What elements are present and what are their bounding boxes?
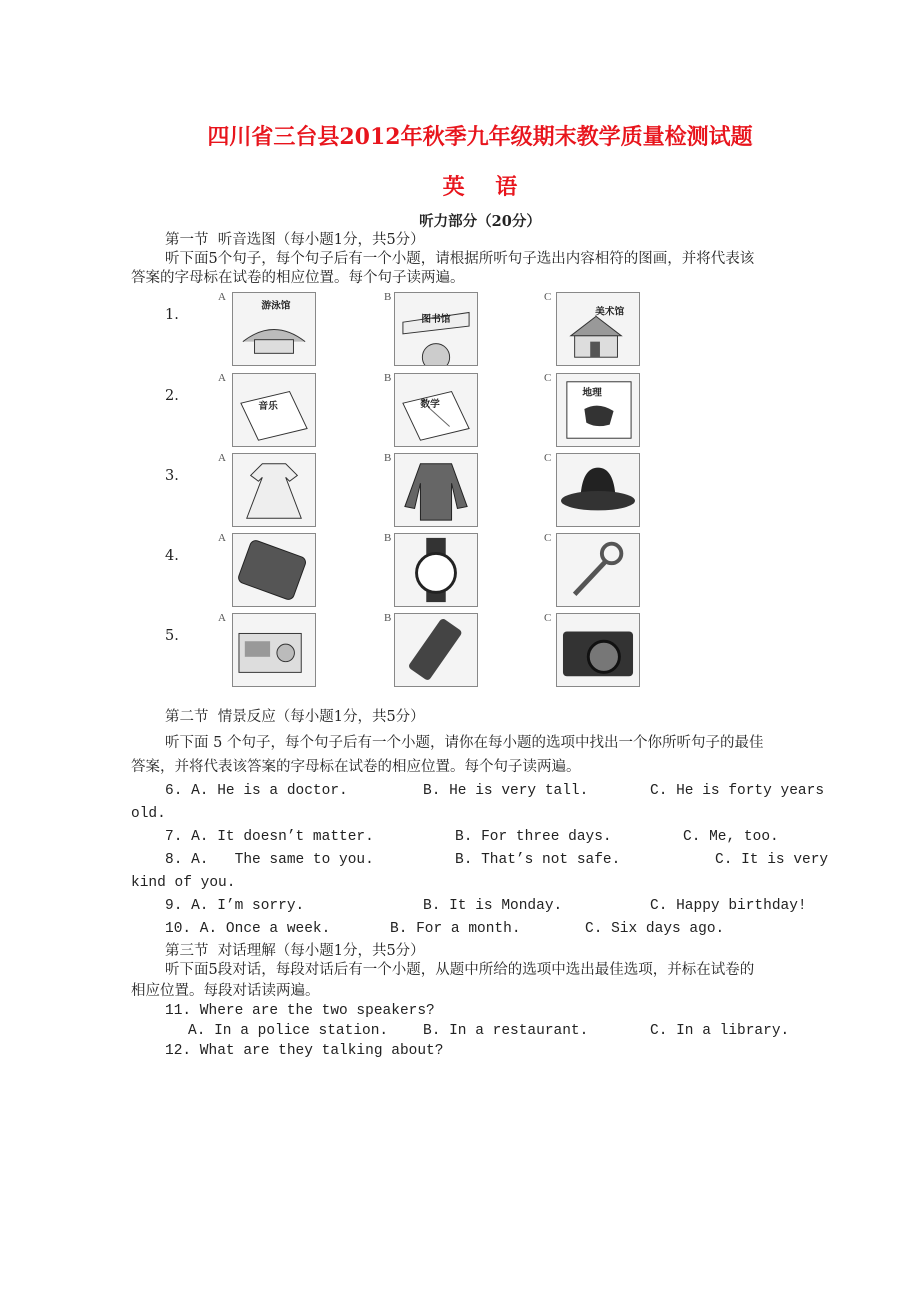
- picture-text: 美术馆: [595, 306, 625, 318]
- wallet-icon: [233, 534, 315, 606]
- subject-title: 英 语: [442, 174, 518, 200]
- q8-option-c: C. It is very: [715, 852, 829, 868]
- q10-option-a: 10. A. Once a week.: [165, 921, 331, 937]
- picture-option-art-gallery: [556, 292, 640, 366]
- q12-question: 12. What are they talking about?: [165, 1043, 444, 1059]
- q11-option-b: B. In a restaurant.: [423, 1023, 589, 1039]
- option-letter: B: [384, 452, 392, 464]
- picture-option-watch: [394, 533, 478, 607]
- picture-option-music-book: [232, 373, 316, 447]
- q8-option-b: B. That’s not safe.: [455, 852, 621, 868]
- q7-option-c: C. Me, too.: [683, 829, 779, 845]
- radio-icon: [233, 614, 315, 686]
- picture-option-radio: [232, 613, 316, 687]
- picture-text: 游泳馆: [261, 300, 291, 312]
- picture-option-geography-book: [556, 373, 640, 447]
- question-number: 5.: [165, 628, 179, 644]
- q7-option-a: 7. A. It doesn’t matter.: [165, 829, 374, 845]
- section1-heading: 第一节 听音选图（每小题1分，共5分）: [165, 232, 425, 248]
- picture-text: 地理: [582, 387, 602, 399]
- section2-instructions: 听下面 5 个句子，每个句子后有一个小题，请你在每小题的选项中找出一个你所听句子的最佳: [165, 735, 764, 751]
- section1-instructions-cont: 答案的字母标在试卷的相应位置。每个句子读两遍。: [131, 270, 465, 286]
- q11-option-c: C. In a library.: [650, 1023, 790, 1039]
- q6-option-c: C. He is forty years: [650, 783, 825, 799]
- option-letter: C: [544, 612, 552, 624]
- q9-option-b: B. It is Monday.: [423, 898, 563, 914]
- section3-instructions-cont: 相应位置。每段对话读两遍。: [131, 983, 320, 999]
- q9-option-a: 9. A. I’m sorry.: [165, 898, 305, 914]
- part-heading: 听力部分（20分）: [419, 213, 541, 230]
- exam-title: 四川省三台县2012年秋季九年级期末教学质量检测试题: [207, 124, 753, 150]
- q6-option-a: 6. A. He is a doctor.: [165, 783, 348, 799]
- option-letter: B: [384, 612, 392, 624]
- music-book-icon: [233, 374, 315, 446]
- option-letter: B: [384, 291, 392, 303]
- picture-option-library: [394, 292, 478, 366]
- option-letter: B: [384, 532, 392, 544]
- section3-instructions: 听下面5段对话，每段对话后有一个小题，从题中所给的选项中选出最佳选项，并标在试卷的: [165, 962, 755, 978]
- picture-text: 音乐: [258, 401, 278, 413]
- picture-text: 数学: [420, 399, 440, 411]
- q6-option-c-cont: old.: [131, 806, 166, 822]
- option-letter: A: [218, 532, 226, 544]
- option-letter: C: [544, 291, 552, 303]
- q10-option-b: B. For a month.: [390, 921, 521, 937]
- option-letter: C: [544, 532, 552, 544]
- picture-option-wallet: [232, 533, 316, 607]
- mobile-phone-icon: [395, 614, 477, 686]
- question-number: 1.: [165, 307, 179, 323]
- section2-instructions-cont: 答案，并将代表该答案的字母标在试卷的相应位置。每个句子读两遍。: [131, 759, 581, 775]
- option-letter: A: [218, 612, 226, 624]
- q7-option-b: B. For three days.: [455, 829, 612, 845]
- picture-option-hat: [556, 453, 640, 527]
- option-letter: A: [218, 372, 226, 384]
- geography-book-icon: [557, 374, 639, 446]
- section1-instructions: 听下面5个句子，每个句子后有一个小题，请根据所听句子选出内容相符的图画，并将代表该: [165, 251, 755, 267]
- picture-option-swimming-hall: [232, 292, 316, 366]
- library-icon: [395, 293, 477, 365]
- q8-option-a: 8. A. The same to you.: [165, 852, 374, 868]
- picture-option-keys: [556, 533, 640, 607]
- picture-option-math-book: [394, 373, 478, 447]
- swimming-hall-icon: [233, 293, 315, 365]
- sweater-icon: [395, 454, 477, 526]
- question-number: 3.: [165, 468, 179, 484]
- option-letter: A: [218, 452, 226, 464]
- picture-option-camera: [556, 613, 640, 687]
- hat-icon: [557, 454, 639, 526]
- section2-heading: 第二节 情景反应（每小题1分，共5分）: [165, 709, 425, 725]
- q10-option-c: C. Six days ago.: [585, 921, 725, 937]
- q11-question: 11. Where are the two speakers?: [165, 1003, 435, 1019]
- q11-option-a: A. In a police station.: [188, 1023, 389, 1039]
- art-gallery-icon: [557, 293, 639, 365]
- watch-icon: [395, 534, 477, 606]
- option-letter: C: [544, 452, 552, 464]
- question-number: 4.: [165, 548, 179, 564]
- q6-option-b: B. He is very tall.: [423, 783, 589, 799]
- keys-icon: [557, 534, 639, 606]
- section3-heading: 第三节 对话理解（每小题1分，共5分）: [165, 943, 425, 959]
- q8-option-c-cont: kind of you.: [131, 875, 236, 891]
- picture-option-dress: [232, 453, 316, 527]
- picture-option-mobile-phone: [394, 613, 478, 687]
- picture-text: 图书馆: [421, 314, 451, 326]
- math-book-icon: [395, 374, 477, 446]
- dress-icon: [233, 454, 315, 526]
- q9-option-c: C. Happy birthday!: [650, 898, 807, 914]
- option-letter: C: [544, 372, 552, 384]
- question-number: 2.: [165, 388, 179, 404]
- camera-icon: [557, 614, 639, 686]
- option-letter: A: [218, 291, 226, 303]
- option-letter: B: [384, 372, 392, 384]
- picture-option-sweater: [394, 453, 478, 527]
